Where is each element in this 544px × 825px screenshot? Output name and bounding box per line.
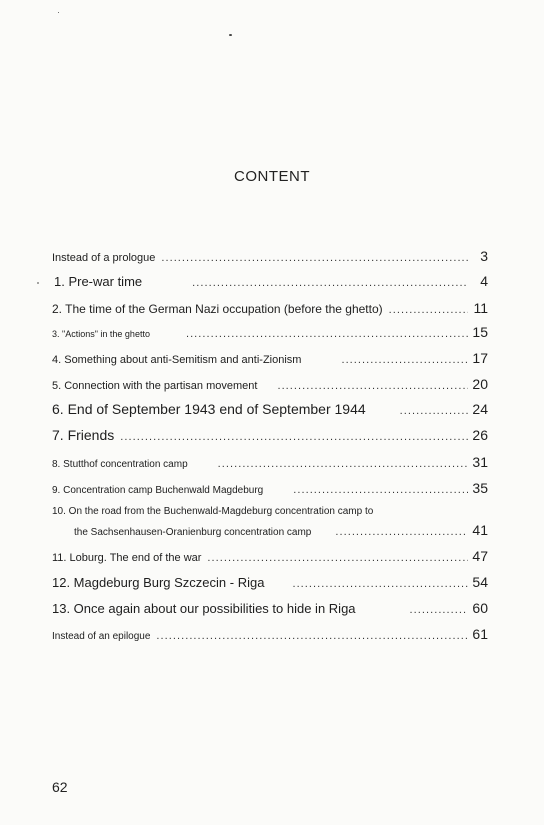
leader-dots bbox=[156, 630, 468, 642]
toc-entry-page: 3 bbox=[480, 248, 488, 264]
leader-dots bbox=[277, 380, 468, 392]
toc-entry-label: 4. Something about anti-Semitism and anti-Zionism bbox=[52, 354, 302, 366]
toc-entry-label: 1. Pre-war time bbox=[54, 274, 143, 289]
leader-dots bbox=[192, 277, 468, 289]
toc-entry-label[interactable]: 10. On the road from the Buchenwald-Magdeburg concentration camp to bbox=[52, 506, 374, 517]
toc-entry[interactable] bbox=[52, 376, 488, 392]
page-number: 62 bbox=[52, 779, 68, 795]
leader-dots bbox=[341, 354, 468, 366]
toc-entry-page: 31 bbox=[472, 454, 488, 470]
toc-entry-label: the Sachsenhausen-Oranienburg concentration camp bbox=[74, 527, 312, 538]
toc-entry-label: Instead of a prologue bbox=[52, 252, 156, 264]
toc-entry-page: 24 bbox=[472, 401, 488, 417]
paper-speck bbox=[37, 282, 39, 284]
leader-dots bbox=[410, 604, 468, 616]
leader-dots bbox=[186, 328, 468, 340]
toc-entry[interactable] bbox=[52, 626, 488, 642]
toc-entry-page: 17 bbox=[472, 350, 488, 366]
leader-dots bbox=[161, 252, 468, 264]
toc-entry-page: 15 bbox=[472, 324, 488, 340]
toc-entry-page: 47 bbox=[472, 548, 488, 564]
leader-dots bbox=[293, 484, 468, 496]
toc-entry[interactable] bbox=[52, 600, 488, 616]
toc-entry-page: 26 bbox=[472, 427, 488, 443]
leader-dots bbox=[120, 431, 468, 443]
toc-entry-page: 61 bbox=[472, 626, 488, 642]
toc-entry[interactable] bbox=[52, 324, 488, 340]
toc-entry[interactable] bbox=[52, 480, 488, 496]
leader-dots bbox=[207, 552, 468, 564]
toc-entry-page: 41 bbox=[472, 522, 488, 538]
toc-entry[interactable] bbox=[52, 401, 488, 417]
toc-entry[interactable] bbox=[52, 574, 488, 590]
toc-entry[interactable] bbox=[54, 273, 488, 289]
toc-entry-page: 11 bbox=[473, 300, 488, 316]
leader-dots bbox=[400, 405, 468, 417]
toc-entry-label: 2. The time of the German Nazi occupation (before the ghetto) bbox=[52, 302, 383, 316]
toc-entry-label: 3. "Actions" in the ghetto bbox=[52, 329, 150, 339]
toc-entry-label: 12. Magdeburg Burg Szczecin - Riga bbox=[52, 575, 265, 590]
leader-dots bbox=[389, 304, 468, 316]
toc-entry[interactable] bbox=[74, 522, 488, 538]
toc-entry-label: 13. Once again about our possibilities to hide in Riga bbox=[52, 601, 356, 616]
toc-entry-label: Instead of an epilogue bbox=[52, 631, 151, 642]
toc-entry-page: 4 bbox=[480, 273, 488, 289]
leader-dots bbox=[292, 578, 468, 590]
toc-entry-page: 20 bbox=[472, 376, 488, 392]
toc-entry-label: 7. Friends bbox=[52, 427, 115, 443]
toc-entry-page: 54 bbox=[472, 574, 488, 590]
paper-speck bbox=[229, 34, 232, 36]
toc-entry-label: 8. Stutthof concentration camp bbox=[52, 459, 188, 470]
toc-entry-page: 60 bbox=[472, 600, 488, 616]
paper-speck bbox=[58, 12, 59, 13]
toc-entry[interactable] bbox=[52, 427, 488, 443]
toc-entry[interactable] bbox=[52, 300, 488, 316]
toc-entry-label: 11. Loburg. The end of the war bbox=[52, 552, 202, 564]
toc-entry-label: 6. End of September 1943 end of September 1944 bbox=[52, 401, 366, 417]
toc-entry[interactable] bbox=[52, 350, 488, 366]
toc-entry-page: 35 bbox=[472, 480, 488, 496]
toc-title: CONTENT bbox=[234, 168, 310, 185]
toc-entry-label: 5. Connection with the partisan movement bbox=[52, 380, 258, 392]
leader-dots bbox=[218, 458, 468, 470]
toc-entry-label: 9. Concentration camp Buchenwald Magdeburg bbox=[52, 485, 264, 496]
toc-entry[interactable] bbox=[52, 248, 488, 264]
toc-entry[interactable] bbox=[52, 454, 488, 470]
toc-entry[interactable] bbox=[52, 548, 488, 564]
leader-dots bbox=[335, 526, 468, 538]
